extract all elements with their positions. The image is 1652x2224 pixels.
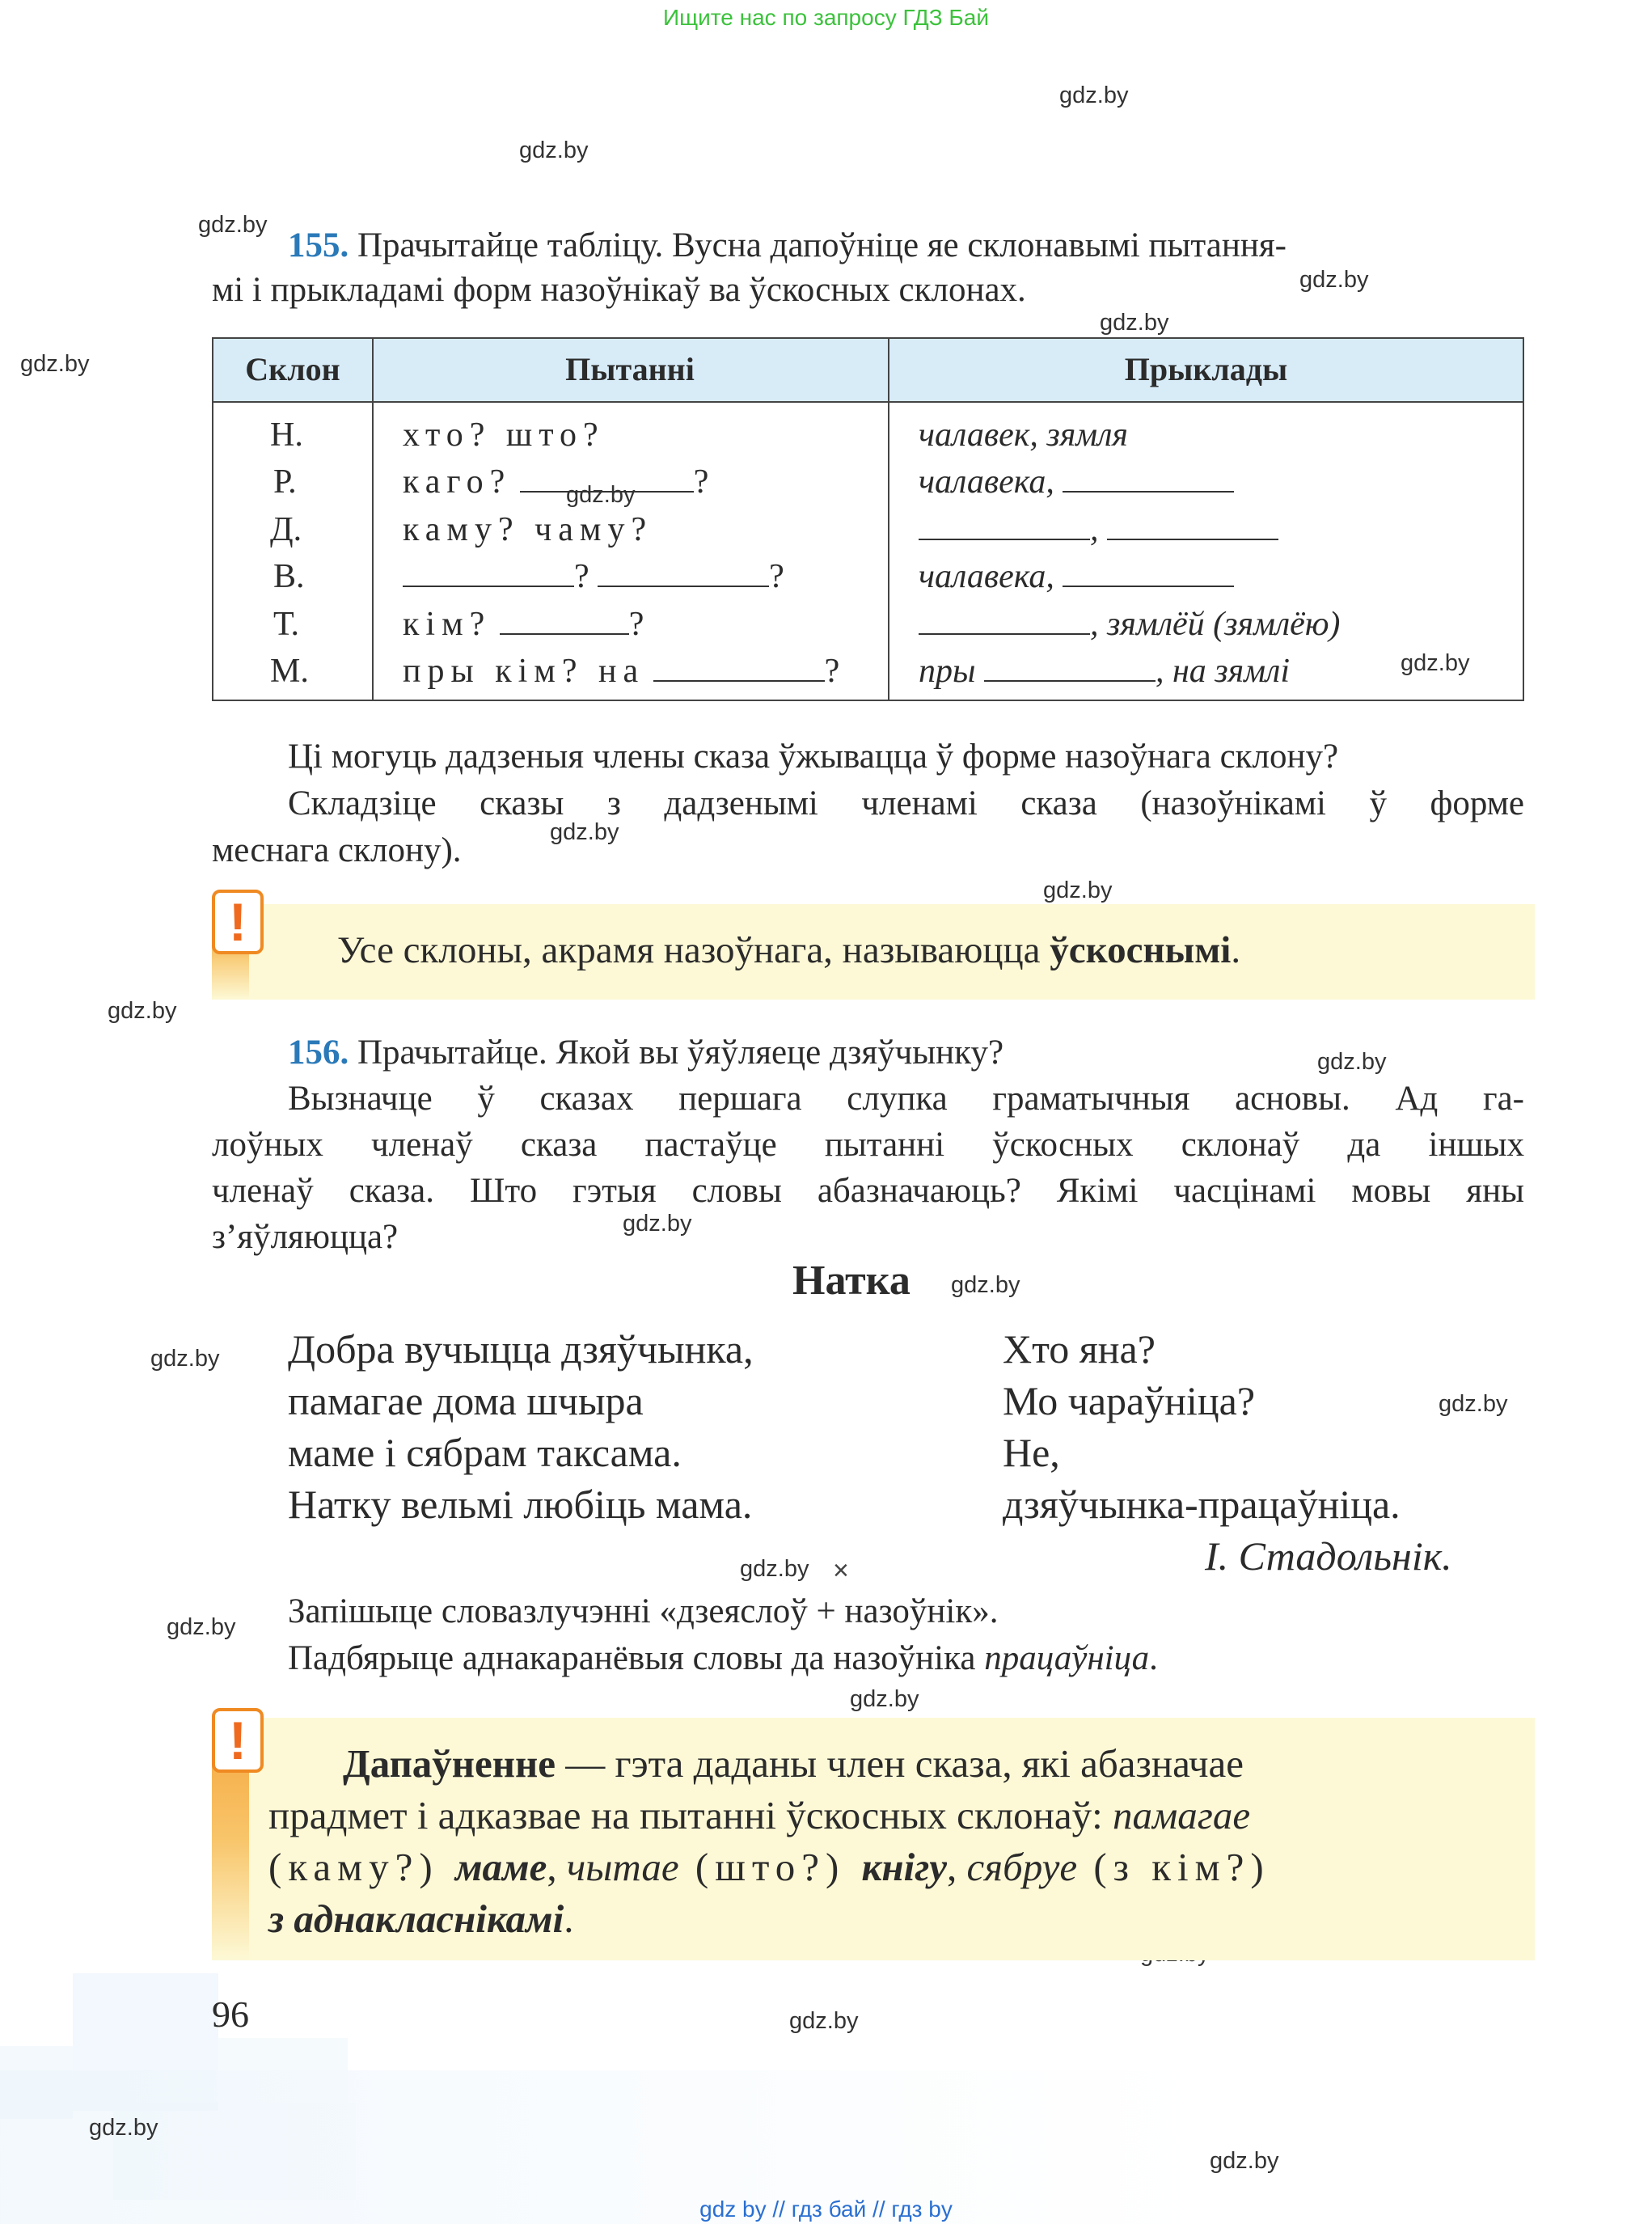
rule-example-verb: сябруе (966, 1845, 1078, 1889)
watermark: gdz.by (1401, 650, 1470, 676)
watermark: gdz.by (89, 2115, 158, 2141)
table-cell-case: Р. (273, 463, 297, 501)
table-header-examples: Прыклады (1124, 351, 1288, 387)
example-text: пры (919, 653, 976, 690)
question-mark: ? (574, 558, 589, 595)
watermark: gdz.by (519, 137, 589, 163)
column-divider (372, 339, 374, 700)
paragraph-line: з’яўляюцца? (212, 1218, 399, 1256)
paragraph-line: меснага склону). (212, 831, 462, 869)
task-text-end: . (1149, 1639, 1158, 1677)
task-word: працаўніца (984, 1639, 1150, 1677)
poem-line: памагае дома шчыра (288, 1378, 644, 1423)
table-cell-question: хто? што? (403, 416, 605, 454)
page-number: 96 (212, 1994, 249, 2035)
rule-example-verb: памагае (1112, 1793, 1251, 1837)
rule-box (212, 904, 1535, 1000)
rule-example-object: з аднакласнікамі (268, 1896, 564, 1941)
blank-line (984, 651, 1156, 682)
example-text: чалавека, (919, 463, 1054, 501)
blank-line (403, 556, 574, 587)
exercise-text: Прачытайце. Якой вы ўяўляеце дзяўчынку? (357, 1034, 1004, 1072)
rule-term: Дапаўненне (343, 1741, 556, 1786)
poem-line: маме і сябрам таксама. (288, 1430, 682, 1475)
rule-text-end: . (564, 1896, 574, 1941)
question-mark: ? (628, 606, 644, 643)
watermark: gdz.by (789, 2008, 859, 2034)
exercise-text: Прачытайце табліцу. Вусна дапоўніце яе склонавымі пытання- (357, 226, 1287, 264)
rule-term: ўскоснымі (1050, 929, 1232, 971)
table-cell-case: Д. (270, 511, 302, 548)
rule-example-object: маме (454, 1845, 547, 1889)
question-mark: ? (824, 653, 840, 690)
question-mark: ? (693, 463, 709, 501)
footer-links[interactable]: gdz by // гдз бай // гдз by (699, 2197, 953, 2222)
watermark: gdz.by (850, 1686, 919, 1712)
table-cell-example (919, 553, 1234, 601)
rule-comma: , (947, 1845, 967, 1889)
case-table (212, 337, 1524, 701)
rule-comma: , (547, 1845, 567, 1889)
poem-line: дзяўчынка-працаўніца. (1003, 1482, 1401, 1527)
table-cell-example (919, 648, 1290, 696)
watermark: gdz.by (150, 1346, 220, 1372)
rule-text-end: . (1231, 929, 1241, 971)
example-text: , на зямлі (1155, 653, 1290, 690)
table-cell-question (403, 648, 839, 696)
column-divider (888, 339, 889, 700)
watermark: gdz.by (198, 212, 268, 238)
blank-line (1107, 509, 1278, 540)
rule-example-verb: чытае (566, 1845, 679, 1889)
rule-question: (з кім?) (1077, 1845, 1270, 1889)
watermark: gdz.by (1100, 310, 1169, 336)
warning-icon: ! (212, 890, 264, 954)
watermark: gdz.by (108, 998, 177, 1024)
poem-line: Не, (1003, 1430, 1060, 1475)
table-cell-question: каму? чаму? (403, 511, 653, 548)
rule-line (268, 1790, 1250, 1841)
rule-text-plain: Усе склоны, акрамя назоўнага, называюцца (337, 929, 1050, 971)
poem-line: Мо чараўніца? (1003, 1378, 1256, 1423)
paragraph-line: лоўных членаў сказа пастаўце пытанні ўскосных склонаў да іншых (212, 1126, 1524, 1164)
table-cell-example (919, 601, 1340, 649)
example-text: , зямлёй (зямлёю) (1090, 606, 1341, 643)
close-icon[interactable]: × (833, 1555, 849, 1586)
example-text: , (1090, 511, 1099, 548)
blank-line (520, 462, 694, 493)
watermark: gdz.by (1059, 82, 1129, 108)
watermark: gdz.by (1210, 2148, 1279, 2174)
rule-line (268, 1841, 1270, 1893)
rule-text: — гэта даданы член сказа, які абазначае (556, 1741, 1244, 1786)
watermark: gdz.by (1043, 877, 1113, 903)
watermark: gdz.by (1317, 1049, 1387, 1075)
watermark: gdz.by (1439, 1391, 1508, 1417)
question-text: пры кім? на (403, 653, 645, 690)
warning-icon: ! (212, 1708, 264, 1773)
blank-line (653, 651, 825, 682)
blank-line (1063, 462, 1234, 493)
blank-line (500, 604, 629, 635)
watermark: gdz.by (623, 1211, 692, 1237)
rule-question: (каму?) (268, 1845, 455, 1889)
watermark: gdz.by (1299, 267, 1369, 293)
watermark: gdz.by (550, 819, 619, 845)
example-text: чалавека, (919, 558, 1054, 595)
rule-line (268, 1893, 573, 1945)
top-banner[interactable]: Ищите нас по запросу ГДЗ Бай (662, 5, 990, 30)
watermark: gdz.by (951, 1272, 1020, 1298)
paragraph-line: Складзіце сказы з дадзенымі членамі сказа (назоўнікамі ў форме (288, 784, 1524, 822)
watermark: gdz.by (740, 1556, 809, 1582)
rule-text (337, 927, 1240, 974)
poem-line: Натку вельмі любіць мама. (288, 1482, 753, 1527)
table-cell-case: М. (270, 653, 309, 690)
table-cell-case: В. (273, 558, 305, 595)
watermark: gdz.by (20, 351, 90, 377)
table-header-questions: Пытанні (565, 351, 695, 387)
rule-box (212, 1718, 1535, 1960)
paragraph-line: Ці могуць дадзеныя члены сказа ўжывацца ў форме назоўнага склону? (288, 738, 1339, 776)
exercise-number: 156. (288, 1034, 349, 1072)
blank-line (919, 604, 1090, 635)
watermark: gdz.by (167, 1614, 236, 1640)
table-cell-example: чалавек, зямля (919, 416, 1128, 454)
table-cell-case: Т. (273, 606, 299, 643)
question-text: каго? (403, 463, 512, 501)
table-cell-question (403, 459, 708, 506)
task-line: Запішыце словазлучэнні «дзеяслоў + назоўнік». (288, 1592, 999, 1630)
exercise-155-line1 (288, 222, 1521, 269)
question-text: кім? (403, 606, 492, 643)
paragraph-line: членаў сказа. Што гэтыя словы абазначаюць? Якімі часцінамі мовы яны (212, 1172, 1524, 1210)
paragraph-line: Вызначце ў сказах першага слупка граматычныя асновы. Ад га- (288, 1080, 1524, 1118)
table-cell-case: Н. (270, 416, 303, 454)
rule-line (343, 1738, 1244, 1790)
task-line (288, 1635, 1158, 1682)
rule-question: (што?) (678, 1845, 862, 1889)
poem-line: Добра вучыцца дзяўчынка, (288, 1326, 754, 1372)
table-cell-question (403, 601, 644, 649)
blank-line (1063, 556, 1234, 587)
rule-text: прадмет і адказвае на пытанні ўскосных склонаў: (268, 1793, 1113, 1837)
table-cell-question (403, 553, 784, 601)
exercise-number: 155. (288, 226, 349, 264)
table-cell-example (919, 506, 1278, 554)
rule-example-object: кнігу (861, 1845, 948, 1889)
exercise-155-line2: мі і прыкладамі форм назоўнікаў ва ўскосных склонах. (212, 271, 1026, 309)
task-text: Падбярыце аднакаранёвыя словы да назоўніка (288, 1639, 985, 1677)
exercise-156-line1 (288, 1030, 1003, 1076)
question-mark: ? (769, 558, 784, 595)
table-header-case: Склон (245, 351, 340, 387)
blank-line (919, 509, 1090, 540)
poem-author: І. Стадольнік. (1205, 1533, 1452, 1579)
blank-line (598, 556, 769, 587)
watermark: gdz.by (566, 482, 636, 508)
poem-title: Натка (792, 1258, 911, 1304)
poem-line: Хто яна? (1003, 1326, 1156, 1372)
table-cell-example (919, 459, 1234, 506)
